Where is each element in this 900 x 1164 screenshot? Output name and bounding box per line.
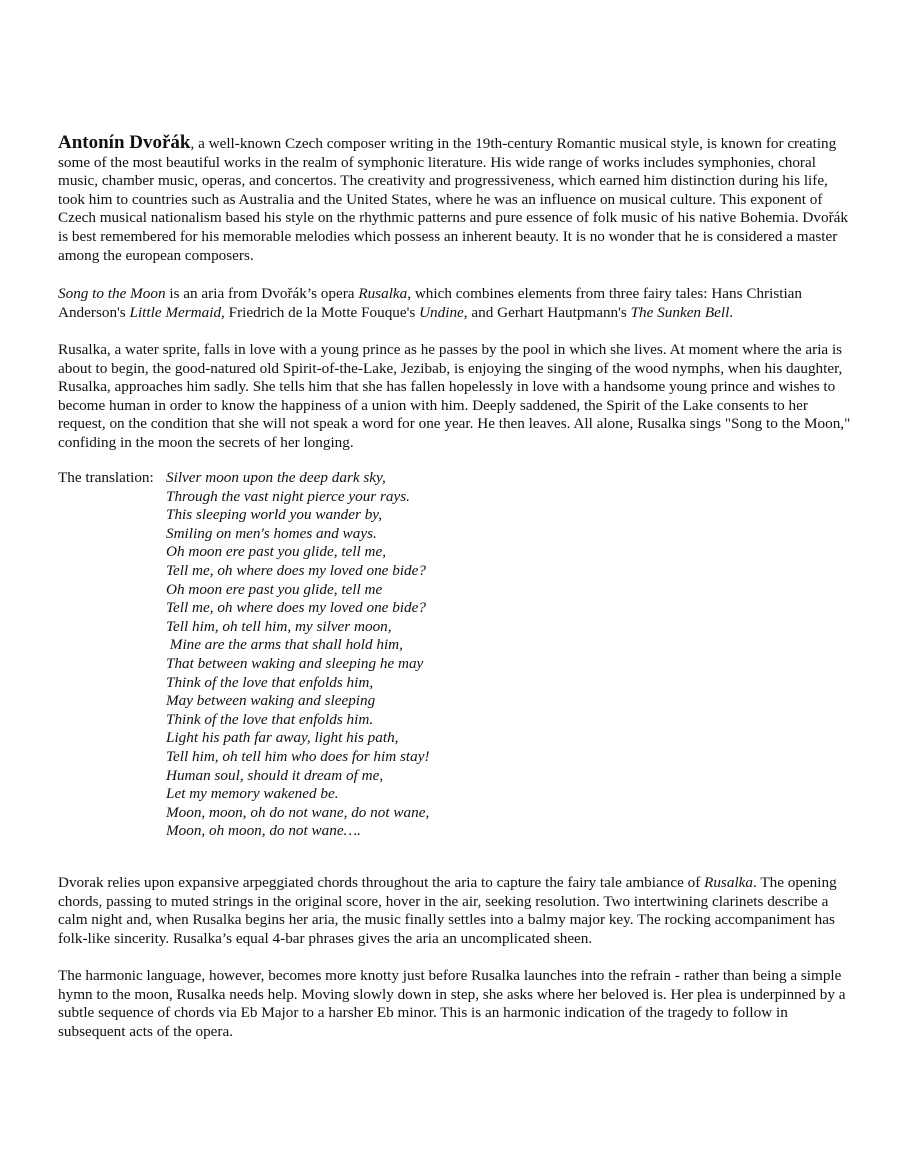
poem-line: Let my memory wakened be. [166, 785, 339, 803]
poem-line: Think of the love that enfolds him. [166, 710, 374, 728]
poem-line: Through the vast night pierce your rays. [166, 487, 410, 505]
composer-bio-paragraph [58, 134, 858, 265]
composer-name: Antonín Dvořák [58, 132, 191, 153]
fairy-tale-title: The Sunken Bell [630, 303, 730, 321]
poem-line: Moon, moon, oh do not wane, do not wane, [166, 803, 430, 821]
poem-line: Light his path far away, light his path, [166, 729, 399, 747]
poem-line: This sleeping world you wander by, [166, 506, 382, 524]
translation-label: The translation: [58, 469, 154, 486]
story-paragraph: Rusalka, a water sprite, falls in love with a young prince as he passes by the pool in which she lives. At moment where the aria is about to begin, the good-natured old Spirit-of-the-Lake, Jezibab, is enjoying the singing of the wood nymphs, when his daughter, Rusalka, approaches him sadly. She tells him that she has fallen hopelessly in love with a handsome young prince and wishes to become human in order to know the happiness of a union with him. Deeply saddened, the Spirit of the Lake consents to her request, on the condition that she will not speak a word for one year. He then leaves. All alone, Rusalka sings "Song to the Moon," confiding in the moon the secrets of her longing. [58, 341, 851, 451]
poem-line: Oh moon ere past you glide, tell me, [166, 543, 387, 561]
poem-line: Human soul, should it dream of me, [166, 766, 384, 784]
harmony-paragraph: The harmonic language, however, becomes more knotty just before Rusalka launches into the refrain - rather than being a simple hymn to the moon, Rusalka needs help. Moving slowly down in step, she asks where her beloved is. Her plea is underpinned by a subtle sequence of chords via Eb Major to a harsher Eb minor. This is an harmonic indication of the tragedy to follow in subsequent acts of the opera. [58, 967, 846, 1040]
poem-line: That between waking and sleeping he may [166, 654, 424, 672]
poem-line: Think of the love that enfolds him, [166, 673, 374, 691]
poem-line: Tell me, oh where does my loved one bide? [166, 599, 426, 617]
composer-bio-text: , a well-known Czech composer writing in the 19th-century Romantic musical style, is known for creating some of the most beautiful works in the realm of symphonic literature. His wide range of works includes symphonies, choral music, chamber music, operas, and concertos. The creativity and progressiveness, which earned him distinction during his life, took him to countries such as Australia and the United States, where he was an influence on musical culture. This exponent of Czech musical nationalism based his style on the rhythmic patterns and pure essence of folk music of his native Bohemia. Dvořák is best remembered for his memorable melodies which possess an inherent beauty. It is no wonder that he is considered a master among the european composers. [58, 135, 848, 264]
fairy-tale-title: Little Mermaid [129, 303, 222, 321]
aria-title: Song to the Moon [58, 285, 166, 302]
poem-line: Oh moon ere past you glide, tell me [166, 580, 383, 598]
opera-title: Rusalka [358, 285, 408, 302]
poem-line: Tell him, oh tell him who does for him stay! [166, 747, 430, 765]
fairy-tale-title: Undine [419, 303, 464, 321]
poem-line: Silver moon upon the deep dark sky, [166, 469, 386, 486]
poem-line: Smiling on men's homes and ways. [166, 524, 377, 542]
poem-line: Moon, oh moon, do not wane…. [166, 822, 361, 840]
poem-line: May between waking and sleeping [166, 692, 376, 710]
aria-intro-paragraph: Song to the Moon is an aria from Dvořák’s opera Rusalka, which combines elements from three fairy tales: Hans Christian Anderson's Little Mermaid, Friedrich de la Motte Fouque's Undine, and Gerhart Hautpmann's The Sunken Bell. [58, 285, 803, 321]
music-analysis-paragraph: Dvorak relies upon expansive arpeggiated chords throughout the aria to capture the fairy tale ambiance of Rusalka. The opening chords, passing to muted strings in the original score, hover in the air, seeking resolution. Two intertwining clarinets describe a calm night and, when Rusalka begins her aria, the music finally settles into a balmy major key. The rocking accompaniment has folk-like sincerity. Rusalka’s equal 4-bar phrases gives the aria an uncomplicated sheen. [58, 874, 837, 947]
opera-title: Rusalka [704, 874, 753, 891]
poem-line: Tell me, oh where does my loved one bide? [166, 561, 426, 579]
poem-line: Tell him, oh tell him, my silver moon, [166, 617, 392, 635]
translation-poem [166, 469, 430, 841]
poem-line: Mine are the arms that shall hold him, [166, 636, 403, 654]
